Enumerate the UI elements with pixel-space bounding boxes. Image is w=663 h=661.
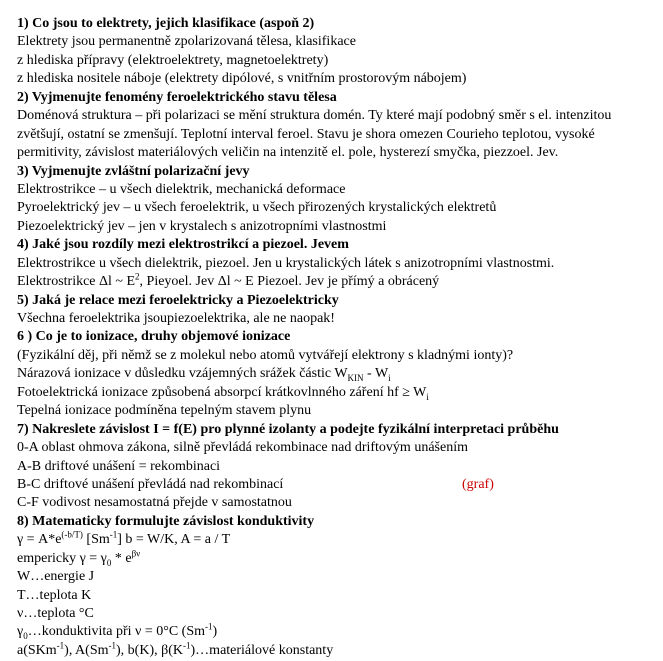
q7-heading: 7) Nakreslete závislost I = f(E) pro plynné izolanty a podejte fyzikální interpretaci průběhu — [17, 421, 559, 437]
q6-sub: KIN — [347, 373, 364, 384]
q8-text: empericky γ = γ — [17, 550, 107, 566]
q8-sup: -1 — [108, 640, 117, 651]
q4-sup: 2 — [135, 271, 140, 282]
q8-text: a(SKm — [17, 642, 57, 658]
q8-text: …konduktivita při ν = 0°C (Sm — [27, 624, 206, 640]
q8-text: ) — [212, 624, 218, 640]
q8-sup: -1 — [183, 640, 191, 651]
q8-text: ] b = W/K, A = a / T — [117, 532, 231, 548]
q6-sub: i — [426, 391, 429, 402]
q3-line: Pyroelektrický jev – u všech feroelektrik, u všech přirozených krystalických elektretů — [17, 200, 497, 216]
q2-line: Doménová struktura – při polarizaci se mění struktura domén. Ty které mají podobný směr s el. intenzitou — [17, 108, 612, 124]
q6-sub: i — [388, 373, 391, 384]
q4-line: Elektrostrikce u všech dielektrik, piezoel. Jen u krystalických látek s anizotropními vlastnostmi. — [17, 255, 555, 271]
q6-text: Nárazová ionizace v důsledku vzájemných srážek částic W — [17, 366, 348, 382]
q8-line: W…energie J — [17, 569, 95, 585]
q8-formula — [17, 531, 663, 549]
q8-sup: (-b/T) — [61, 529, 83, 540]
q1-line: z hlediska přípravy (elektroelektrety, magnetoelektrety) — [17, 52, 329, 68]
q2-heading: 2) Vyjmenujte fenomény feroelektrického stavu tělesa — [17, 89, 337, 105]
q6-line: (Fyzikální děj, při němž se z molekul nebo atomů vytvářejí elektrony s kladnými ionty)? — [17, 347, 514, 363]
q8-line: ν…teplota °C — [17, 606, 94, 621]
q8-heading: 8) Matematicky formulujte závislost konduktivity — [17, 513, 315, 529]
q4-text: , Pieyoel. Jev Δl ~ E Piezoel. Jev je přímý a obrácený — [139, 274, 440, 290]
q1-line: Elektrety jsou permanentně zpolarizovaná tělesa, klasifikace — [17, 34, 356, 50]
q8-sub: 0 — [23, 631, 28, 642]
q8-sup: -1 — [205, 621, 213, 632]
q8-sub: 0 — [106, 557, 112, 568]
q6-text: Fotoelektrická ionizace způsobená absorpcí krátkovlnného záření hf ≥ W — [17, 384, 427, 400]
q3-heading: 3) Vyjmenujte zvláštní polarizační jevy — [17, 163, 250, 179]
q8-text: )…materiálové konstanty — [190, 642, 334, 658]
q8-formula — [17, 550, 663, 568]
q7-line: C-F vodivost nesamostatná přejde v samostatnou — [17, 495, 292, 511]
q6-line — [17, 365, 663, 383]
q7-line — [17, 476, 663, 494]
q6-heading: 6 ) Co je to ionizace, druhy objemové ionizace — [17, 329, 291, 345]
q8-line: T…teplota K — [17, 587, 92, 603]
graf-label: (graf) — [462, 476, 494, 492]
q2-line: permitivity, závislost materiálových veličin na intenzitě el. pole, hysterezí smyčka, piezzoel. Jev. — [17, 145, 559, 161]
q8-text: ), A(Sm — [64, 642, 109, 658]
q4-line — [17, 273, 663, 291]
q8-sup: -1 — [109, 529, 118, 540]
q8-text: [Sm — [82, 532, 110, 548]
q7-line: 0-A oblast ohmova zákona, silně převládá rekombinace nad driftovým unášením — [17, 440, 468, 456]
q8-line — [17, 623, 663, 641]
q1-heading: 1) Co jsou to elektrety, jejich klasifikace (aspoň 2) — [17, 16, 315, 31]
q6-line: Tepelná ionizace podmíněna tepelným stavem plynu — [17, 403, 312, 419]
q8-text: γ — [17, 624, 24, 640]
q4-heading: 4) Jaké jsou rozdíly mezi elektrostrikcí a piezoel. Jevem — [17, 237, 349, 253]
q8-text: * e — [111, 550, 132, 566]
q3-line: Piezoelektrický jev – jen v krystalech s anizotropními vlastnostmi — [17, 218, 387, 234]
q8-text: ), b(K), β(K — [116, 642, 184, 658]
q2-line: zvětšují, ostatní se zmenšují. Teplotní interval feroel. Stavu je shora omezen Courieho teplotou, vysoké — [17, 126, 595, 142]
q3-line: Elektrostrikce – u všech dielektrik, mechanická deformace — [17, 181, 346, 197]
q6-line — [17, 384, 663, 402]
q1-line: z hlediska nositele náboje (elektrety dipólové, s vnitřním prostorovým nábojem) — [17, 71, 467, 87]
q6-text: - W — [363, 366, 389, 382]
q8-sup: βν — [131, 548, 141, 559]
q8-line — [17, 642, 663, 660]
q4-text: Elektrostrikce Δl ~ E — [17, 274, 136, 290]
q8-text: γ = A*e — [17, 532, 62, 548]
q8-sup: -1 — [56, 640, 65, 651]
q7-line: A-B driftové unášení = rekombinaci — [17, 458, 221, 474]
q5-line: Všechna feroelektrika jsoupiezoelektrika, ale ne naopak! — [17, 311, 335, 326]
q7-text: B-C driftové unášení převládá nad rekombinací — [17, 476, 284, 492]
q5-heading: 5) Jaká je relace mezi feroelektricky a Piezoelektricky — [17, 292, 339, 308]
